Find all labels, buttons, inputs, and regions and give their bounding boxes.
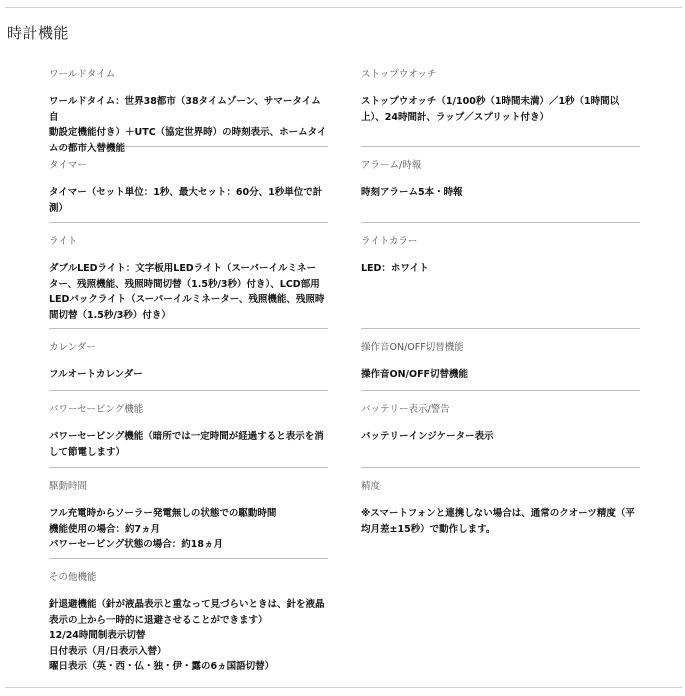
spec-value: パワーセービング機能（暗所では一定時間が経過すると表示を消 して節電します） xyxy=(49,431,324,458)
spec-label: バッテリー表示/警告 xyxy=(361,404,450,415)
spec-light xyxy=(49,223,328,329)
spec-label: タイマー xyxy=(49,160,87,171)
bottom-divider xyxy=(5,687,682,688)
spec-label: アラーム/時報 xyxy=(361,160,422,171)
spec-value: ダブルLEDライト：文字板用LEDライト（スーパーイルミネー ター、残照機能、残照時間切替（1.5秒/3秒）付き）、LCD部用 LEDバックライト（スーパーイルミネーター、残照機能、残照時 間切替（1.5秒/3秒）付き） xyxy=(49,263,325,321)
spec-battery xyxy=(361,391,640,468)
spec-value: 操作音ON/OFF切替機能 xyxy=(361,369,469,380)
spec-world-time xyxy=(49,56,328,154)
spec-other-functions xyxy=(49,559,328,679)
spec-accuracy xyxy=(361,468,640,559)
spec-value: バッテリーインジケーター表示 xyxy=(361,431,494,442)
spec-value: LED：ホワイト xyxy=(361,263,429,274)
spec-column-left xyxy=(49,56,328,679)
spec-calendar xyxy=(49,329,328,391)
page-title: 時計機能 xyxy=(7,24,70,42)
spec-label: その他機能 xyxy=(49,572,97,583)
spec-value: フル充電時からソーラー発電無しの状態での駆動時間 機能使用の場合：約7ヵ月 パワーセービング状態の場合：約18ヵ月 xyxy=(49,508,277,550)
spec-label: ライト xyxy=(49,236,78,247)
spec-value: ワールドタイム：世界38都市（38タイムゾーン、サマータイム自 動設定機能付き）＋UTC（協定世界時）の時刻表示、ホームタイ ムの都市入替機能 xyxy=(49,96,327,154)
spec-value: タイマー（セット単位：1秒、最大セット：60分、1秒単位で計 測） xyxy=(49,187,323,214)
spec-value: フルオートカレンダー xyxy=(49,369,143,380)
spec-label: ワールドタイム xyxy=(49,69,116,80)
spec-value: 針退避機能（針が液晶表示と重なって見づらいときは、針を液晶 表示の上から一時的に退避させることができます） 12/24時間制表示切替 日付表示（月/日表示入替） 曜日表示（英・西・仏・独・伊・露の6ヵ国語切替） xyxy=(49,599,325,672)
spec-label: 精度 xyxy=(361,481,381,492)
spec-column-right xyxy=(361,56,640,559)
spec-run-time xyxy=(49,468,328,559)
spec-label: 操作音ON/OFF切替機能 xyxy=(361,342,464,353)
spec-value: ※スマートフォンと連携しない場合は、通常のクオーツ精度（平 均月差±15秒）で動作します。 xyxy=(361,508,635,535)
spec-value: ストップウオッチ（1/100秒（1時間未満）／1秒（1時間以 上）、24時間計、ラップ／スプリット付き） xyxy=(361,96,620,123)
spec-label: ライトカラー xyxy=(361,236,418,247)
spec-stopwatch xyxy=(361,56,640,147)
spec-power-saving xyxy=(49,391,328,468)
spec-label: ストップウオッチ xyxy=(361,69,437,80)
top-divider xyxy=(5,7,682,8)
spec-timer xyxy=(49,147,328,223)
spec-operation-sound xyxy=(361,329,640,391)
spec-label: パワーセービング機能 xyxy=(49,404,144,415)
spec-value: 時刻アラーム5本・時報 xyxy=(361,187,463,198)
spec-label: カレンダー xyxy=(49,342,96,353)
spec-label: 駆動時間 xyxy=(49,481,88,492)
spec-light-color xyxy=(361,223,640,329)
spec-alarm xyxy=(361,147,640,223)
